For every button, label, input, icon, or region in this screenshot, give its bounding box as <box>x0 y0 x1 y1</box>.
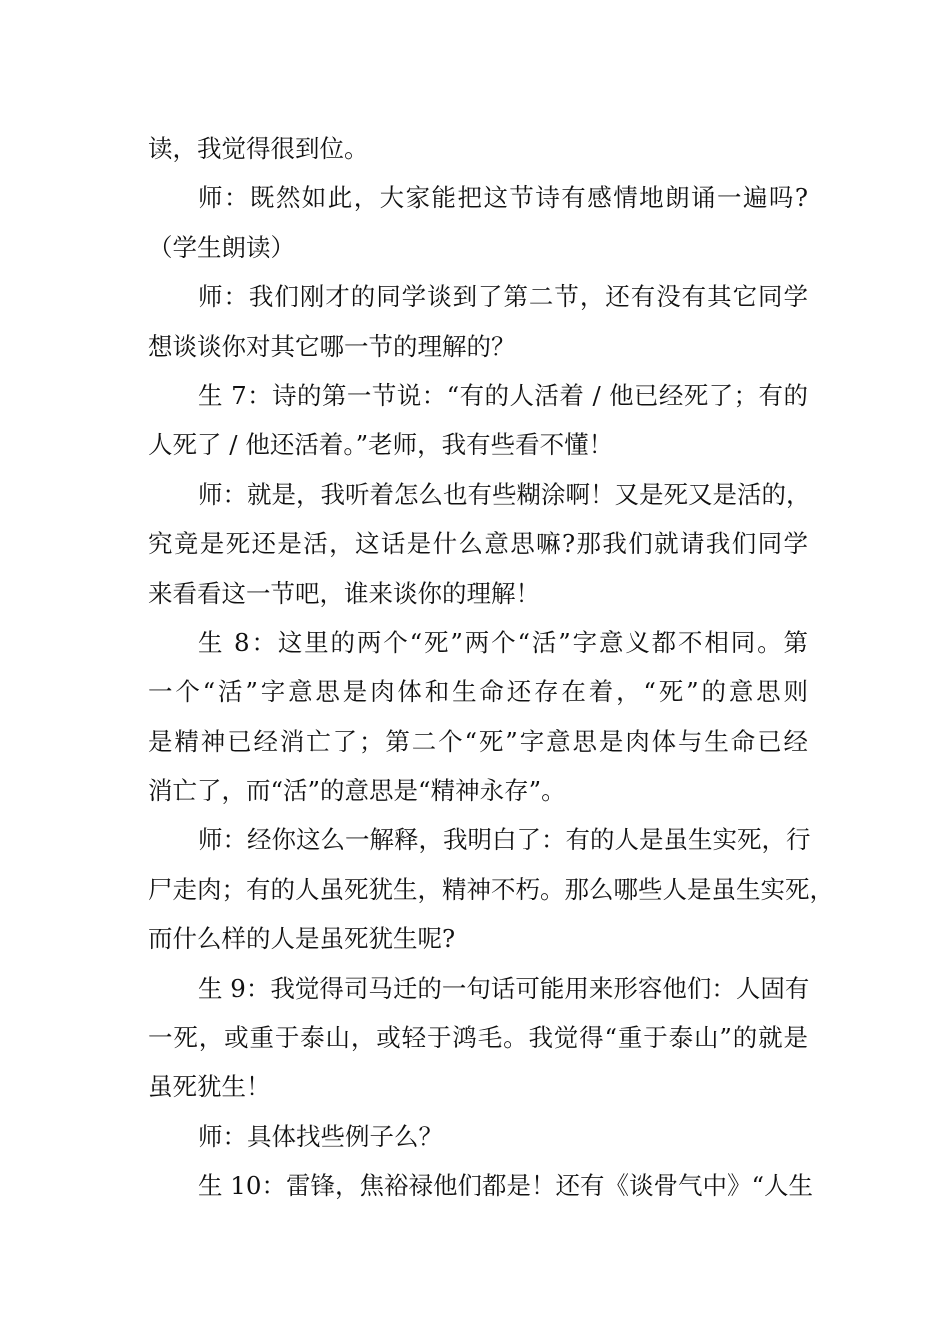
text-line: （学生朗读） <box>148 232 295 262</box>
text-line: 虽死犹生！ <box>148 1072 271 1102</box>
text-line: 人死了 / 他还活着。”老师，我有些看不懂！ <box>148 430 614 460</box>
text-line: 生 10：雷锋，焦裕禄他们都是！还有《谈骨气中》“人生 <box>198 1171 813 1201</box>
text-line: 生 7：诗的第一节说：“有的人活着 / 他已经死了；有的 <box>198 380 808 410</box>
text-line: 尸走肉；有的人虽死犹生，精神不朽。那么哪些人是虽生实死， <box>148 874 834 904</box>
text-line: 师：我们刚才的同学谈到了第二节，还有没有其它同学 <box>198 282 808 312</box>
text-line: 生 9：我觉得司马迁的一句话可能用来形容他们：人固有 <box>198 973 810 1003</box>
text-line: 一死，或重于泰山，或轻于鸿毛。我觉得“重于泰山”的就是 <box>148 1023 808 1053</box>
text-line: 一个“活”字意思是肉体和生命还存在着，“死”的意思则 <box>148 677 808 707</box>
text-line: 是精神已经消亡了；第二个“死”字意思是肉体与生命已经 <box>148 726 808 756</box>
text-line: 而什么样的人是虽死犹生呢? <box>148 924 456 954</box>
text-line: 师：就是，我听着怎么也有些糊涂啊！又是死又是活的， <box>198 479 811 509</box>
document-page <box>148 124 834 1211</box>
text-line: 读，我觉得很到位。 <box>148 134 369 163</box>
text-line: 究竟是死还是活，这话是什么意思嘛?那我们就请我们同学 <box>148 529 808 559</box>
text-line: 想谈谈你对其它哪一节的理解的？ <box>148 331 516 361</box>
text-line: 来看看这一节吧，谁来谈你的理解！ <box>148 578 540 608</box>
text-line: 消亡了，而“活”的意思是“精神永存”。 <box>148 776 566 806</box>
text-line: 师：既然如此，大家能把这节诗有感情地朗诵一遍吗? <box>198 183 808 213</box>
text-line: 师：经你这么一解释，我明白了：有的人是虽生实死，行 <box>198 825 811 855</box>
text-line: 师：具体找些例子么？ <box>198 1121 443 1151</box>
text-line: 生 8：这里的两个“死”两个“活”字意义都不相同。第 <box>198 627 808 657</box>
